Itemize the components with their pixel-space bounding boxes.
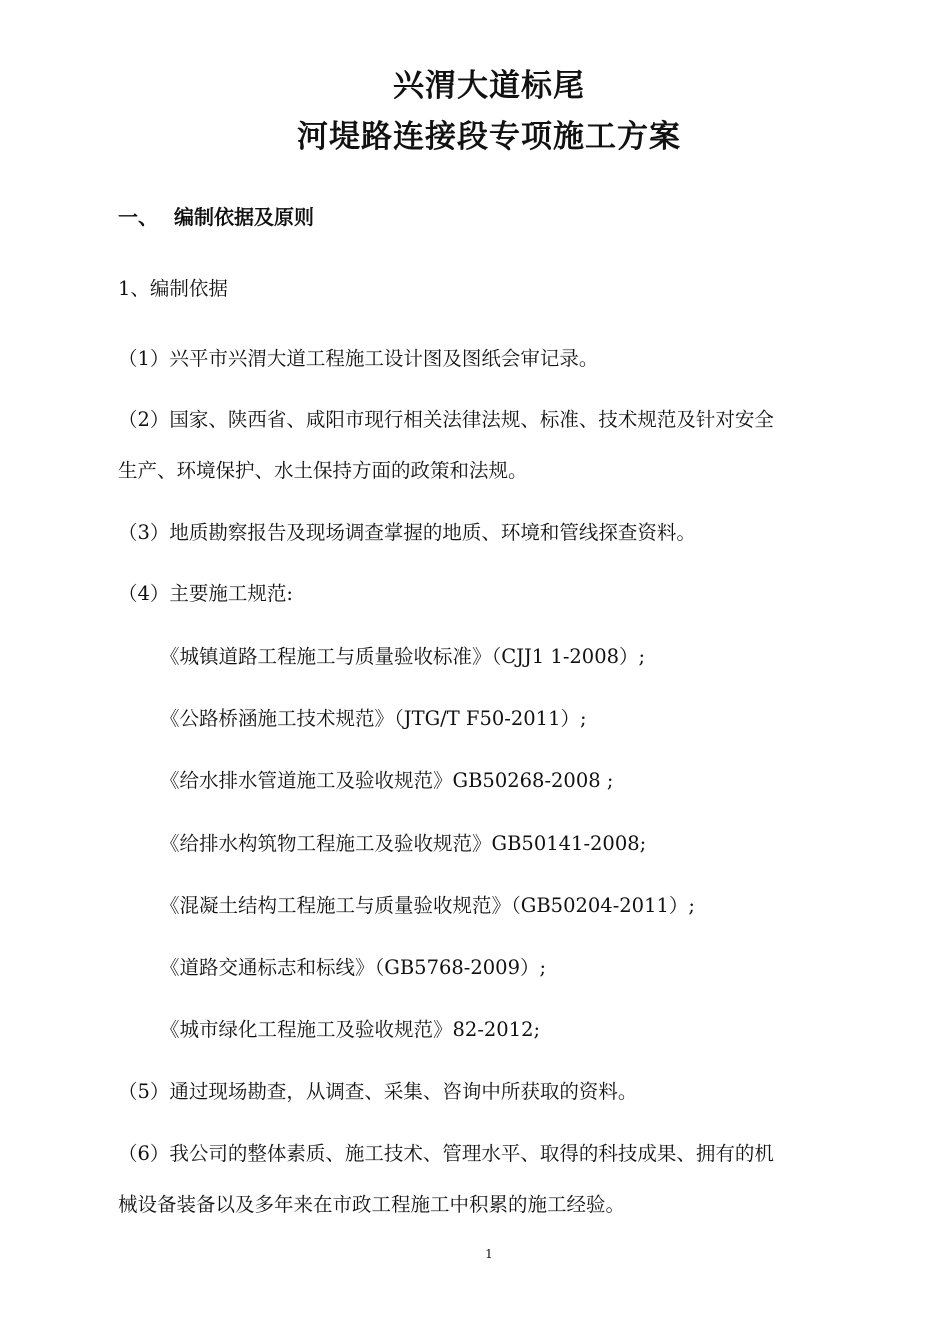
standard-item: 《公路桥涵施工技术规范》（JTG/T F50-2011）; [160,707,587,730]
page-number: 1 [485,1247,493,1261]
basis-item-3: （3）地质勘察报告及现场调查掌握的地质、环境和管线探查资料。 [118,521,696,544]
basis-item-6-line2: 械设备装备以及多年来在市政工程施工中积累的施工经验。 [118,1193,626,1216]
basis-item-4: （4）主要施工规范: [118,582,293,605]
subsection-heading: 1、编制依据 [118,277,228,300]
basis-item-6-line1: （6）我公司的整体素质、施工技术、管理水平、取得的科技成果、拥有的机 [118,1142,774,1165]
standard-item: 《给排水构筑物工程施工及验收规范》GB50141-2008; [160,832,647,855]
basis-item-2-line2: 生产、环境保护、水土保持方面的政策和法规。 [118,459,528,482]
basis-item-1: （1）兴平市兴渭大道工程施工设计图及图纸会审记录。 [118,347,599,370]
section-title: 编制依据及原则 [174,205,314,229]
section-heading [118,203,314,231]
standard-item: 《给水排水管道施工及验收规范》GB50268-2008 ; [160,769,614,792]
document-title-line2: 河堤路连接段专项施工方案 [297,119,681,155]
standard-item: 《混凝土结构工程施工与质量验收规范》（GB50204-2011）; [160,894,695,917]
standard-item: 《道路交通标志和标线》（GB5768-2009）; [160,956,547,979]
standard-item: 《城市绿化工程施工及验收规范》82-2012; [160,1018,541,1041]
section-number: 一、 [118,205,158,229]
basis-item-2-line1: （2）国家、陕西省、咸阳市现行相关法律法规、标准、技术规范及针对安全 [118,408,774,431]
document-title-line1: 兴渭大道标尾 [393,68,585,104]
standard-item: 《城镇道路工程施工与质量验收标准》（CJJ1 1-2008）; [160,645,646,668]
basis-item-5: （5）通过现场勘查，从调查、采集、咨询中所获取的资料。 [118,1080,638,1103]
